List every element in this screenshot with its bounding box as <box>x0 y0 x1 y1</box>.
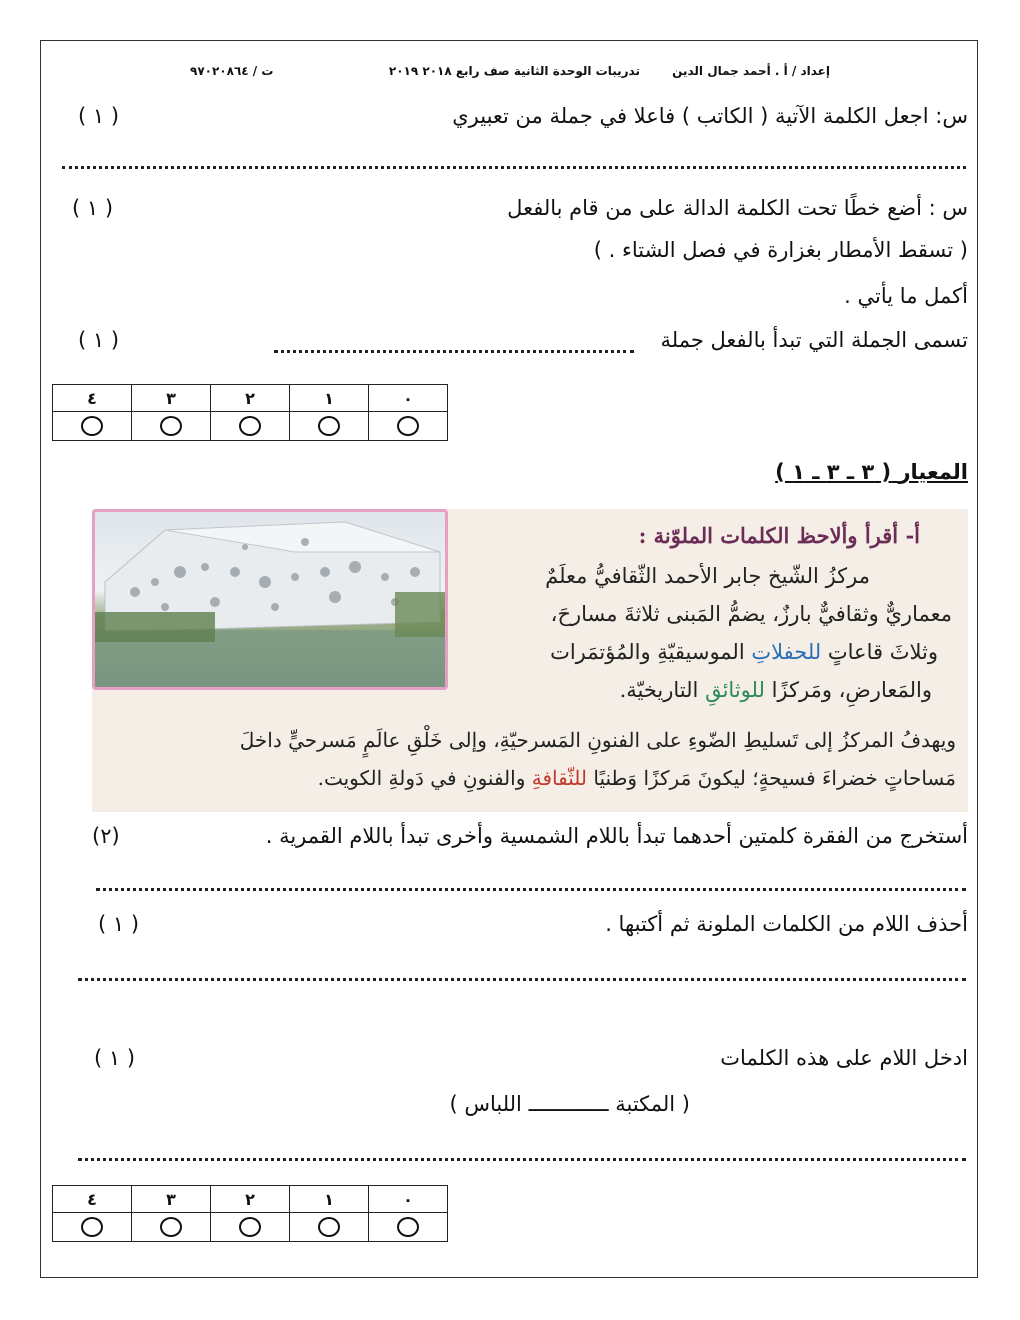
header-author: إعداد / أ . أحمد جمال الدين <box>672 64 830 78</box>
passage-text: الموسيقيّةِ والمُؤتمَرات <box>550 640 745 664</box>
bubble-icon[interactable] <box>160 416 182 436</box>
score-label-0: ٠ <box>369 385 448 412</box>
bubble-icon[interactable] <box>318 1217 340 1237</box>
colored-word-documents: للوثائقِ <box>705 678 765 702</box>
score-label-0: ٠ <box>369 1186 448 1213</box>
answer-line-6[interactable] <box>78 1158 966 1161</box>
score-label-3: ٣ <box>132 1186 211 1213</box>
passage-text: والمَعارضِ، ومَركزًا <box>771 678 932 702</box>
passage-text: مَساحاتٍ خضراءَ فسيحةٍ؛ ليكونَ مَركزًا وَطنيًا <box>593 766 956 790</box>
passage-line-4 <box>620 671 932 709</box>
passage-text: والفنونِ في دَولةِ الكويت. <box>317 766 526 790</box>
question-2-text: س : أضع خطًا تحت الكلمة الدالة على من قام بالفعل <box>507 196 968 220</box>
passage-line-2: معماريٌّ وثقافيٌّ بارزٌ، يضمُّ المَبنى ثلاثةَ مسارحَ، <box>550 602 952 626</box>
question-4-text: أستخرج من الفقرة كلمتين أحدهما تبدأ باللام الشمسية وأخرى تبدأ باللام القمرية . <box>265 824 968 848</box>
building-photo <box>92 509 448 690</box>
bubble-icon[interactable] <box>318 416 340 436</box>
bubble-icon[interactable] <box>397 1217 419 1237</box>
question-6-words: ( المكتبة ـــــــــــــ اللباس ) <box>449 1092 690 1116</box>
question-2-mark: ( ١ ) <box>72 196 114 220</box>
colored-word-concerts: للحفلاتِ <box>751 640 822 664</box>
bubble-icon[interactable] <box>81 416 103 436</box>
score-label-1: ١ <box>290 385 369 412</box>
score-label-4: ٤ <box>53 1186 132 1213</box>
bubble-icon[interactable] <box>160 1217 182 1237</box>
question-5-mark: ( ١ ) <box>98 912 140 936</box>
score-label-2: ٢ <box>211 385 290 412</box>
score-bubble-2[interactable] <box>211 412 290 441</box>
criterion-label: المعيار <box>898 460 968 484</box>
answer-line-4[interactable] <box>96 888 966 891</box>
score-bubble-1[interactable] <box>290 412 369 441</box>
passage-text: وثلاثَ قاعاتٍ <box>827 640 938 664</box>
score-bubble-0[interactable] <box>369 412 448 441</box>
score-bubble-4[interactable] <box>53 412 132 441</box>
question-2-sentence: ( تسقط الأمطار بغزارة في فصل الشتاء . ) <box>593 238 968 262</box>
bubble-icon[interactable] <box>81 1217 103 1237</box>
question-6-mark: ( ١ ) <box>94 1046 136 1070</box>
reading-passage <box>92 509 968 812</box>
answer-line-1[interactable] <box>62 166 966 169</box>
bubble-icon[interactable] <box>239 416 261 436</box>
criterion-heading <box>775 460 968 484</box>
passage-line-5: ويهدفُ المركزُ إلى تَسليطِ الضّوءِ على الفنونِ المَسرحيّةِ، وإلى خَلْقِ عالَمٍ مَسرحيٍّ داخلَ <box>239 728 956 752</box>
score-bubble-3[interactable] <box>132 412 211 441</box>
question-1-text: س: اجعل الكلمة الآتية ( الكاتب ) فاعلا في جملة من تعبيري <box>452 104 968 128</box>
score-bubble-0[interactable] <box>369 1213 448 1242</box>
header-phone: ت / ٩٧٠٢٠٨٦٤ <box>190 64 274 78</box>
passage-line-3 <box>550 633 938 671</box>
score-label-4: ٤ <box>53 385 132 412</box>
question-3-mark: ( ١ ) <box>78 328 120 352</box>
score-bubble-3[interactable] <box>132 1213 211 1242</box>
score-table-2 <box>52 1185 448 1242</box>
passage-line-6 <box>318 759 956 797</box>
criterion-value: ( ٣ ـ ٣ ـ ١ ) <box>775 460 892 484</box>
colored-word-culture: للثّقافةِ <box>531 766 587 790</box>
passage-line-1: مركزُ الشّيخ جابر الأحمد الثّقافيُّ معلَمٌ <box>545 564 870 588</box>
score-bubble-2[interactable] <box>211 1213 290 1242</box>
score-bubble-4[interactable] <box>53 1213 132 1242</box>
header-title: تدريبات الوحدة الثانية صف رابع ٢٠١٨ ٢٠١٩ <box>388 64 640 78</box>
passage-heading: أ- أقرأ وألاحظ الكلمات الملوّنة : <box>638 523 920 548</box>
score-label-1: ١ <box>290 1186 369 1213</box>
question-3-text: تسمى الجملة التي تبدأ بالفعل جملة <box>660 328 968 352</box>
bubble-icon[interactable] <box>397 416 419 436</box>
answer-line-5[interactable] <box>78 978 966 981</box>
bubble-icon[interactable] <box>239 1217 261 1237</box>
question-1-mark: ( ١ ) <box>78 104 120 128</box>
score-label-3: ٣ <box>132 385 211 412</box>
score-label-2: ٢ <box>211 1186 290 1213</box>
score-table-1 <box>52 384 448 441</box>
question-4-mark: (٢) <box>92 824 120 848</box>
question-6-text: ادخل اللام على هذه الكلمات <box>720 1046 968 1070</box>
passage-text: التاريخيّة. <box>619 678 699 702</box>
building-illustration <box>95 512 445 687</box>
score-bubble-1[interactable] <box>290 1213 369 1242</box>
answer-line-3[interactable] <box>274 350 634 353</box>
question-5-text: أحذف اللام من الكلمات الملونة ثم أكتبها . <box>605 912 968 936</box>
question-3-intro: أكمل ما يأتي . <box>844 284 968 308</box>
